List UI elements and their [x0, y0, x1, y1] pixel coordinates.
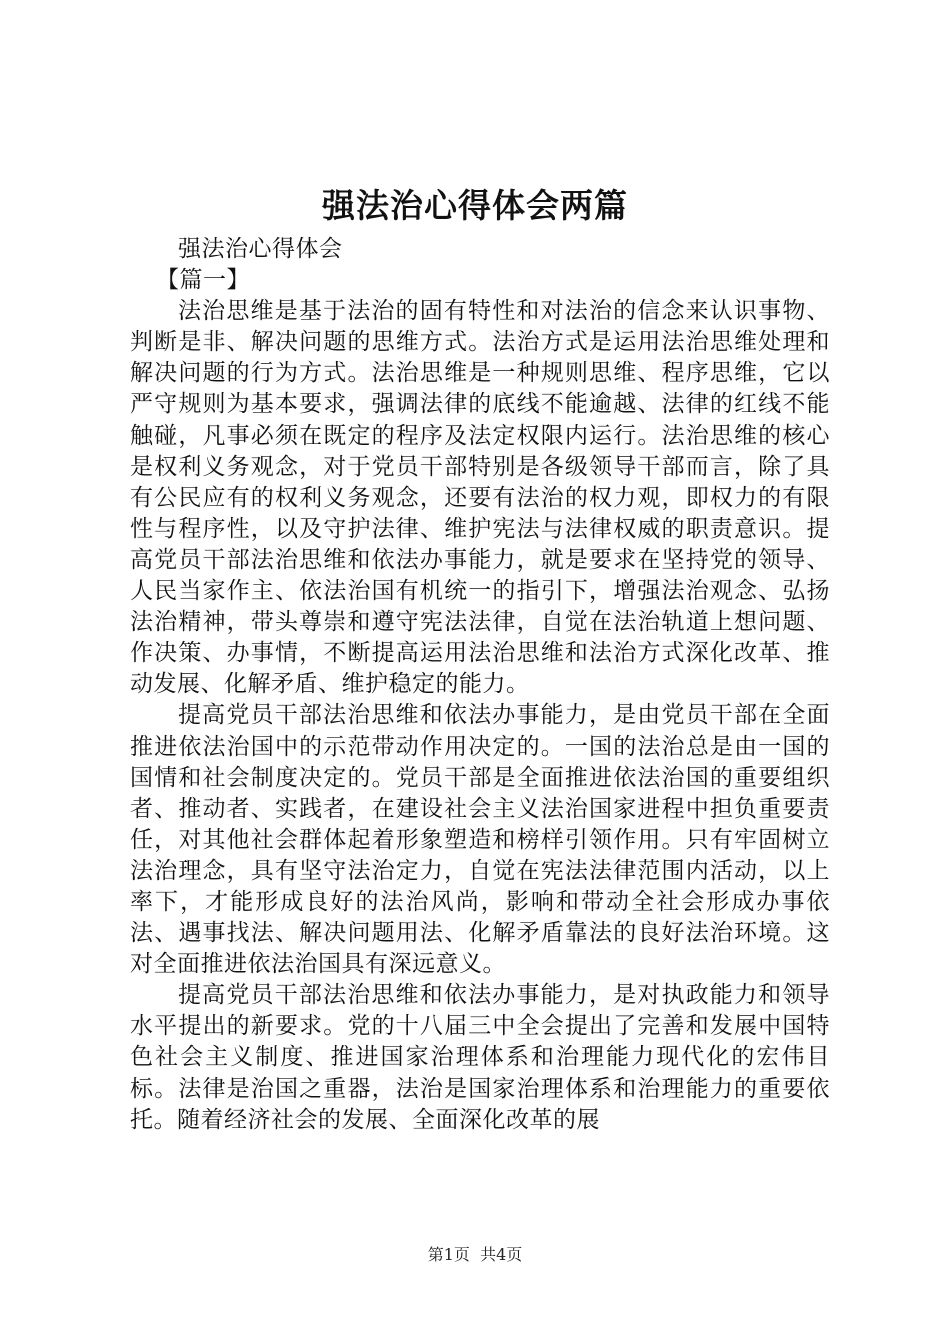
paragraph: 提高党员干部法治思维和依法办事能力，是由党员干部在全面推进依法治国中的示范带动作用决定的。一国的法治总是由一国的国情和社会制度决定的。党员干部是全面推进依法治国的重要组织者、推动者、实践者，在建设社会主义法治国家进程中担负重要责任，对其他社会群体起着形象塑造和榜样引领作用。只有牢固树立法治理念，具有坚守法治定力，自觉在宪法法律范围内活动，以上率下，才能形成良好的法治风尚，影响和带动全社会形成办事依法、遇事找法、解决问题用法、化解矛盾靠法的良好法治环境。这对全面推进依法治国具有深远意义。 [130, 702, 830, 978]
document-body [130, 234, 830, 1136]
document-subtitle: 强法治心得体会 [178, 236, 343, 262]
paragraph: 提高党员干部法治思维和依法办事能力，是对执政能力和领导水平提出的新要求。党的十八届三中全会提出了完善和发展中国特色社会主义制度、推进国家治理体系和治理能力现代化的宏伟目标。法律是治国之重器，法治是国家治理体系和治理能力的重要依托。随着经济社会的发展、全面深化改革的展 [130, 982, 830, 1133]
paragraph: 法治思维是基于法治的固有特性和对法治的信念来认识事物、判断是非、解决问题的思维方式。法治方式是运用法治思维处理和解决问题的行为方式。法治思维是一种规则思维、程序思维，它以严守规则为基本要求，强调法律的底线不能逾越、法律的红线不能触碰，凡事必须在既定的程序及法定权限内运行。法治思维的核心是权利义务观念，对于党员干部特别是各级领导干部而言，除了具有公民应有的权利义务观念，还要有法治的权力观，即权力的有限性与程序性，以及守护法律、维护宪法与法律权威的职责意识。提高党员干部法治思维和依法办事能力，就是要求在坚持党的领导、人民当家作主、依法治国有机统一的指引下，增强法治观念、弘扬法治精神，带头尊崇和遵守宪法法律，自觉在法治轨道上想问题、作决策、办事情，不断提高运用法治思维和法治方式深化改革、推动发展、化解矛盾、维护稳定的能力。 [130, 298, 830, 698]
page-number: 第1页 [427, 1245, 470, 1264]
section-label: 【篇一】 [156, 267, 250, 294]
page-title: 强法治心得体会两篇 [322, 186, 628, 225]
page-total: 共4页 [480, 1245, 523, 1264]
page-footer [0, 1244, 950, 1266]
